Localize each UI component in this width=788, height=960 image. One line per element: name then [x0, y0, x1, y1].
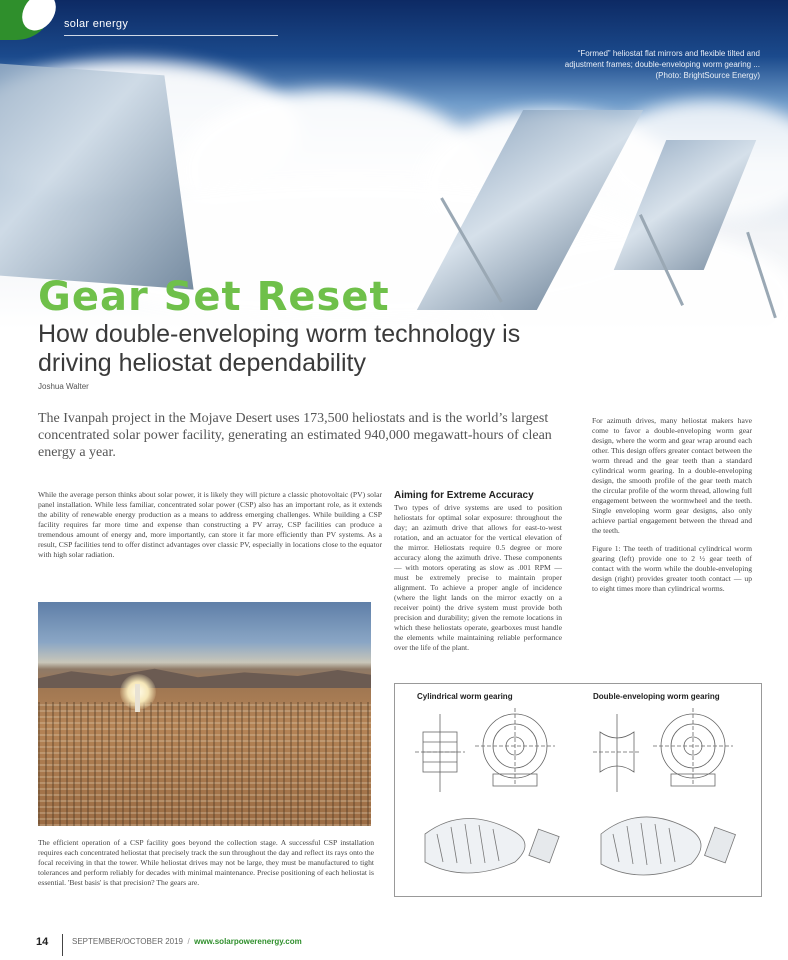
heliostat-mirror [0, 60, 194, 289]
section-label: solar energy [64, 18, 129, 30]
right-column-text: For azimuth drives, many heliostat makers have come to favor a double-enveloping worm gear design, where the worm and gear wrap around each other. This design offers greater contact between the worm thread and the gear teeth than a standard cylindrical worm gearing. In a double-enveloping design, the smooth profile of the gear teeth match the circular profile of the worm thread, allowing full engagement between the wormwheel and the teeth. Single enveloping worm gear designs, also only achieve partial engagement between the thread and the teeth. [592, 416, 752, 535]
article-lede: The Ivanpah project in the Mojave Desert uses 173,500 heliostats and is the world’s largest concentrated solar power facility, generating an estimated 940,000 megawatt-hours of clean energy a year. [38, 411, 552, 460]
section-heading: Aiming for Extreme Accuracy [394, 490, 534, 501]
footer-divider [62, 934, 63, 956]
article-intro: While the average person thinks about solar power, it is likely they will picture a classic photovoltaic (PV) solar panel installation. While less familiar, concentrated solar power (CSP) also has an important role, as it extends the ability of renewable energy production as a means to address emerging challenges. While building a CSP facility requires far more time and expense than constructing a PV array, CSP facilities can produce a tremendous amount of energy and, more importantly, can store it far more efficiently than PV systems. As a result, CSP facilities tend to offer distinct advantages over classic PV, especially in locations close to the equator with high solar radiation. [38, 490, 382, 559]
receiver-tower [135, 684, 140, 712]
cylindrical-worm-side-view [415, 714, 465, 792]
section-body: Two types of drive systems are used to position heliostats for optimal solar exposure: throughout the day; an azimuth drive that allows for east-to-west rotation, and an actuator for the vertical elevation of the mirror. Heliostats require 0.5 degree or more accuracy along the azimuth drive. These components — with motors operating as slow as .001 RPM — must be extremely precise to maintain proper alignment. To achieve a proper angle of incidence (where the light lands on the mirror exactly on a receiver point) the drive system must provide both precision and durability; given the remote locations in which these heliostats operate, gearboxes must handle the elements while maintaining reliable performance over the life of the plant. [394, 503, 562, 652]
article-byline: Joshua Walter [38, 382, 89, 391]
article-subtitle: How double-enveloping worm technology is driving heliostat dependability [38, 320, 521, 377]
cylindrical-worm-wheel-view [475, 708, 555, 786]
footer-url[interactable]: www.solarpowerenergy.com [194, 937, 302, 946]
figure-caption: Figure 1: The teeth of traditional cylindrical worm gearing (left) provide one to 2 ½ gear teeth of contact with the worm while the double-enveloping design (right) provides greater tooth contact — up to eight times more than cylindrical worms. [592, 544, 752, 593]
footer-issue: SEPTEMBER/OCTOBER 2019 [72, 937, 183, 946]
double-worm-3d [601, 817, 735, 875]
figure-left-title: Cylindrical worm gearing [417, 692, 513, 701]
cylindrical-worm-3d [425, 818, 559, 873]
hero-photo-caption: “Formed” heliostat flat mirrors and flexible tilted and adjustment frames; double-enveloping worm gearing ... (Photo: BrightSource Energy) [564, 49, 760, 80]
photo-caption: The efficient operation of a CSP facility goes beyond the collection stage. A successful CSP installation requires each concentrated heliostat that precisely track the sun throughout the day and reflect its rays onto the focal receiving in that the tower. While heliostat drives may not be large, they must be manufactured to tight tolerances and perform reliably for decades with minimal maintenance. Precise positioning of each heliostat is essential. 'Best basis' is that precision? The gears are. [38, 838, 374, 887]
footer-text: SEPTEMBER/OCTOBER 2019 / www.solarpowerenergy.com [72, 937, 302, 946]
section-divider [64, 35, 278, 36]
article-title: Gear Set Reset [38, 274, 390, 320]
worm-gearing-figure [394, 683, 762, 897]
double-worm-wheel-view [653, 708, 733, 786]
figure-right-title: Double-enveloping worm gearing [593, 692, 720, 701]
gear-drawings [395, 684, 761, 896]
double-worm-side-view [593, 714, 641, 792]
solar-field-photo [38, 602, 371, 826]
page-number: 14 [36, 936, 49, 948]
right-column [592, 416, 752, 594]
section-column [394, 490, 562, 653]
